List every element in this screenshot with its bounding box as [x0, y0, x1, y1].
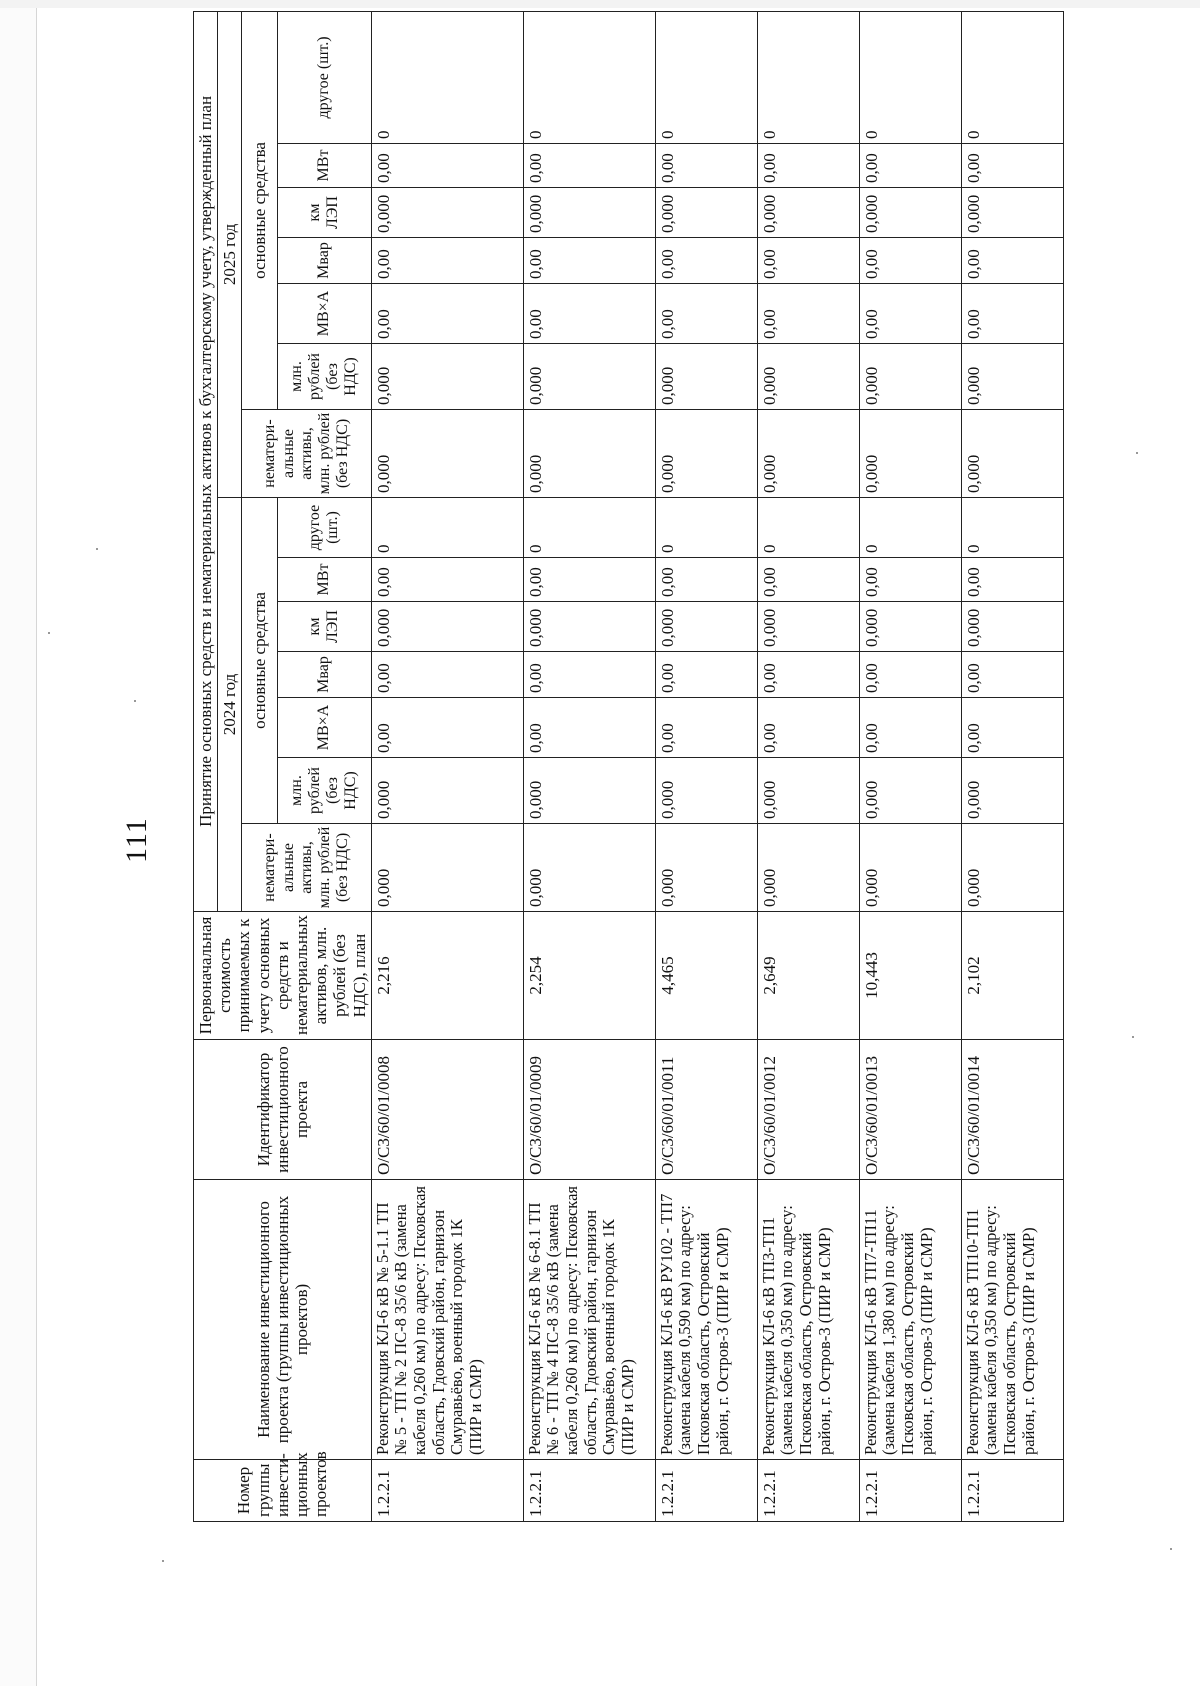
cell-2024-km: 0,000: [757, 602, 859, 652]
header-2025-fixed-assets: основные средства: [242, 11, 277, 409]
cell-group-number: 1.2.2.1: [757, 1460, 859, 1522]
scan-speck: [1170, 1548, 1172, 1550]
cell-2025-mvar: 0,00: [859, 238, 961, 284]
header-year-2025: 2025 год: [218, 11, 242, 497]
cell-2024-other: 0: [523, 498, 655, 558]
scan-speck: [162, 1560, 164, 1562]
cell-group-number: 1.2.2.1: [859, 1460, 961, 1522]
cell-2024-intangible: 0,000: [371, 824, 523, 912]
cell-2025-mvar: 0,00: [757, 238, 859, 284]
cell-2024-mw: 0,00: [961, 558, 1063, 602]
cell-initial-cost: 2,649: [757, 912, 859, 1040]
table-row: [523, 11, 655, 1521]
cell-2024-mvar: 0,00: [859, 652, 961, 698]
cell-2024-mw: 0,00: [859, 558, 961, 602]
table-row: [757, 11, 859, 1521]
cell-initial-cost: 10,443: [859, 912, 961, 1040]
header-project-name: Наименование инвестиционного проекта (группы инвестиционных проектов): [194, 1180, 372, 1460]
header-group-number: Номер группы инвести-ционных проектов: [194, 1460, 372, 1522]
table-row: [371, 11, 523, 1521]
cell-2025-mva: 0,00: [523, 284, 655, 344]
header-year-2024: 2024 год: [218, 498, 242, 912]
cell-group-number: 1.2.2.1: [655, 1460, 757, 1522]
cell-2025-km: 0,000: [757, 188, 859, 238]
cell-2024-mvar: 0,00: [655, 652, 757, 698]
cell-2024-other: 0: [961, 498, 1063, 558]
cell-initial-cost: 2,254: [523, 912, 655, 1040]
cell-2025-intangible: 0,000: [523, 410, 655, 498]
scan-left-edge: [0, 0, 37, 1686]
cell-2025-mln-rub: 0,000: [371, 344, 523, 410]
cell-2024-intangible: 0,000: [655, 824, 757, 912]
cell-group-number: 1.2.2.1: [961, 1460, 1063, 1522]
cell-project-id: O/C3/60/01/0014: [961, 1040, 1063, 1180]
cell-group-number: 1.2.2.1: [371, 1460, 523, 1522]
header-initial-cost: Первоначальная стоимость принимаемых к учету основных средств и нематериальных активов, млн. рублей (без НДС), план: [194, 912, 372, 1040]
cell-2024-mw: 0,00: [655, 558, 757, 602]
cell-initial-cost: 2,102: [961, 912, 1063, 1040]
header-project-id: Идентификатор инвестиционного проекта: [194, 1040, 372, 1180]
cell-2024-mw: 0,00: [757, 558, 859, 602]
cell-2024-mvar: 0,00: [961, 652, 1063, 698]
cell-2024-other: 0: [757, 498, 859, 558]
header-2024-other: другое (шт.): [277, 498, 371, 558]
cell-2024-mln-rub: 0,000: [371, 758, 523, 824]
cell-2025-mva: 0,00: [655, 284, 757, 344]
cell-2025-other: 0: [961, 11, 1063, 143]
cell-2025-km: 0,000: [961, 188, 1063, 238]
cell-2025-km: 0,000: [523, 188, 655, 238]
cell-2025-other: 0: [523, 11, 655, 143]
header-2025-mln-rub: млн. рублей (без НДС): [277, 344, 371, 410]
cell-2025-mva: 0,00: [371, 284, 523, 344]
cell-2025-mva: 0,00: [757, 284, 859, 344]
cell-project-id: O/C3/60/01/0011: [655, 1040, 757, 1180]
cell-2024-other: 0: [859, 498, 961, 558]
cell-2025-other: 0: [371, 11, 523, 143]
cell-2024-mvar: 0,00: [757, 652, 859, 698]
page-number: 111: [120, 817, 153, 863]
cell-2024-mva: 0,00: [371, 698, 523, 758]
cell-2024-mva: 0,00: [757, 698, 859, 758]
cell-2025-mvar: 0,00: [371, 238, 523, 284]
cell-2025-mw: 0,00: [523, 144, 655, 188]
cell-2025-mvar: 0,00: [961, 238, 1063, 284]
cell-2024-km: 0,000: [859, 602, 961, 652]
cell-2024-km: 0,000: [961, 602, 1063, 652]
table-row: [859, 11, 961, 1521]
cell-2025-mln-rub: 0,000: [655, 344, 757, 410]
cell-group-number: 1.2.2.1: [523, 1460, 655, 1522]
cell-2025-km: 0,000: [655, 188, 757, 238]
cell-project-name: Реконструкция КЛ-6 кВ ТП3-ТП1 (замена кабеля 0,350 км) по адресу: Псковская область, Островский район, г. Остров-3 (ПИР и СМР): [757, 1180, 859, 1460]
scan-speck: [134, 700, 136, 702]
cell-2024-mw: 0,00: [523, 558, 655, 602]
header-acceptance: Принятие основных средств и нематериальных активов к бухгалтерскому учету, утвержденный план: [194, 11, 218, 911]
cell-2024-mln-rub: 0,000: [757, 758, 859, 824]
cell-project-name: Реконструкция КЛ-6 кВ РУ102 - ТП7 (замена кабеля 0,590 км) по адресу: Псковская область, Островский район, г. Остров-3 (ПИР и СМР): [655, 1180, 757, 1460]
cell-2024-intangible: 0,000: [523, 824, 655, 912]
cell-2025-mvar: 0,00: [655, 238, 757, 284]
cell-2025-mln-rub: 0,000: [859, 344, 961, 410]
cell-2024-km: 0,000: [523, 602, 655, 652]
cell-2024-intangible: 0,000: [757, 824, 859, 912]
cell-2024-intangible: 0,000: [961, 824, 1063, 912]
cell-2025-mvar: 0,00: [523, 238, 655, 284]
cell-2025-mln-rub: 0,000: [523, 344, 655, 410]
cell-2024-other: 0: [655, 498, 757, 558]
scan-speck: [1132, 1036, 1134, 1038]
cell-2024-km: 0,000: [655, 602, 757, 652]
cell-2024-mvar: 0,00: [523, 652, 655, 698]
cell-initial-cost: 4,465: [655, 912, 757, 1040]
cell-project-name: Реконструкция КЛ-6 кВ ТП7-ТП11 (замена кабеля 1,380 км) по адресу: Псковская область, Островский район, г. Остров-3 (ПИР и СМР): [859, 1180, 961, 1460]
header-2025-intangible: нематери-альные активы, млн. рублей (без НДС): [242, 410, 371, 498]
cell-project-name: Реконструкция КЛ-6 кВ ТП10-ТП1 (замена кабеля 0,350 км) по адресу: Псковская область, Островский район, г. Остров-3 (ПИР и СМР): [961, 1180, 1063, 1460]
cell-2025-mw: 0,00: [859, 144, 961, 188]
cell-2024-mva: 0,00: [655, 698, 757, 758]
cell-project-name: Реконструкция КЛ-6 кВ № 6-8.1 ТП № 6 - ТП № 4 ПС-8 35/6 кВ (замена кабеля 0,260 км) по адресу: Псковская область, Гдовский район, гарнизон Смуравьёво, военный городок 1К (ПИР и СМР): [523, 1180, 655, 1460]
cell-2025-km: 0,000: [859, 188, 961, 238]
header-2024-mva: МВ×А: [277, 698, 371, 758]
cell-2025-mln-rub: 0,000: [757, 344, 859, 410]
cell-2024-mva: 0,00: [523, 698, 655, 758]
scan-speck: [96, 548, 98, 550]
investment-table: [193, 11, 1064, 1522]
cell-2025-mw: 0,00: [371, 144, 523, 188]
cell-2025-intangible: 0,000: [757, 410, 859, 498]
table-row: [961, 11, 1063, 1521]
cell-2025-intangible: 0,000: [961, 410, 1063, 498]
cell-2024-mva: 0,00: [859, 698, 961, 758]
cell-2025-km: 0,000: [371, 188, 523, 238]
cell-2025-intangible: 0,000: [371, 410, 523, 498]
scan-speck: [48, 632, 50, 634]
header-2024-mvar: Мвар: [277, 652, 371, 698]
cell-2024-mln-rub: 0,000: [961, 758, 1063, 824]
cell-2025-mw: 0,00: [757, 144, 859, 188]
header-2024-km: км ЛЭП: [277, 602, 371, 652]
cell-2025-other: 0: [655, 11, 757, 143]
cell-project-id: O/C3/60/01/0008: [371, 1040, 523, 1180]
scan-top-edge: [0, 0, 1200, 8]
cell-2024-mw: 0,00: [371, 558, 523, 602]
header-2025-km: км ЛЭП: [277, 188, 371, 238]
cell-2025-mln-rub: 0,000: [961, 344, 1063, 410]
table-row: [655, 11, 757, 1521]
cell-2025-intangible: 0,000: [859, 410, 961, 498]
header-2025-mva: МВ×А: [277, 284, 371, 344]
cell-2024-mln-rub: 0,000: [655, 758, 757, 824]
cell-2025-intangible: 0,000: [655, 410, 757, 498]
header-2024-mw: МВт: [277, 558, 371, 602]
cell-2024-mva: 0,00: [961, 698, 1063, 758]
header-2025-mvar: Мвар: [277, 238, 371, 284]
cell-2024-km: 0,000: [371, 602, 523, 652]
header-2025-other: другое (шт.): [277, 11, 371, 143]
cell-project-id: O/C3/60/01/0009: [523, 1040, 655, 1180]
cell-2025-mw: 0,00: [961, 144, 1063, 188]
cell-2025-mw: 0,00: [655, 144, 757, 188]
cell-2025-other: 0: [757, 11, 859, 143]
header-2024-mln-rub: млн. рублей (без НДС): [277, 758, 371, 824]
cell-2025-mva: 0,00: [961, 284, 1063, 344]
cell-initial-cost: 2,216: [371, 912, 523, 1040]
table-body: [371, 11, 1063, 1521]
cell-2024-mln-rub: 0,000: [859, 758, 961, 824]
header-2024-fixed-assets: основные средства: [242, 498, 277, 824]
cell-2025-other: 0: [859, 11, 961, 143]
header-2025-mw: МВт: [277, 144, 371, 188]
scan-speck: [1136, 452, 1138, 454]
cell-project-id: O/C3/60/01/0012: [757, 1040, 859, 1180]
cell-project-id: O/C3/60/01/0013: [859, 1040, 961, 1180]
cell-project-name: Реконструкция КЛ-6 кВ № 5-1.1 ТП № 5 - ТП № 2 ПС-8 35/6 кВ (замена кабеля 0,260 км) по адресу: Псковская область, Гдовский район, гарнизон Смуравьёво, военный городок 1К (ПИР и СМР): [371, 1180, 523, 1460]
cell-2024-intangible: 0,000: [859, 824, 961, 912]
header-2024-intangible: нематери-альные активы, млн. рублей (без НДС): [242, 824, 371, 912]
cell-2025-mva: 0,00: [859, 284, 961, 344]
rotated-table-frame: [193, 36, 1038, 1522]
cell-2024-other: 0: [371, 498, 523, 558]
cell-2024-mln-rub: 0,000: [523, 758, 655, 824]
cell-2024-mvar: 0,00: [371, 652, 523, 698]
